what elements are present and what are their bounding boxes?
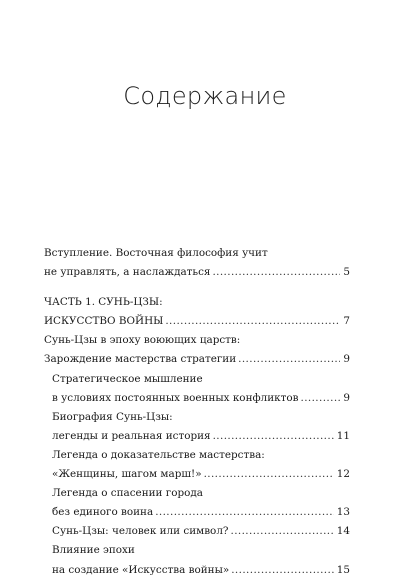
toc-entry-line — [44, 522, 350, 541]
table-of-contents — [44, 244, 350, 580]
toc-entry-title: Стратегическое мышление — [52, 372, 203, 385]
toc-page-number: 11 — [336, 429, 350, 442]
toc-entry-legend-city[interactable] — [44, 484, 350, 522]
dot-leader — [165, 312, 340, 331]
toc-entry-line — [44, 263, 350, 282]
toc-entry-man-or-symbol[interactable] — [44, 522, 350, 541]
toc-page-number: 14 — [336, 525, 350, 538]
toc-entry-title: Сунь-Цзы: человек или символ? — [52, 525, 229, 538]
toc-entry-line — [44, 503, 350, 522]
toc-entry-line — [44, 465, 350, 484]
toc-entry-title: Сунь-Цзы в эпоху воюющих царств: — [44, 334, 241, 347]
toc-entry-title: Вступление. Восточная философия учит — [44, 247, 268, 259]
toc-entry-introduction[interactable] — [44, 244, 350, 282]
toc-page-number: 12 — [336, 468, 350, 481]
toc-entry-title: легенды и реальная история — [52, 429, 211, 442]
toc-entry-line — [44, 331, 350, 350]
dot-leader — [231, 561, 334, 580]
toc-entry-title: на создание «Искусства войны» — [52, 563, 230, 576]
dot-leader — [238, 350, 340, 369]
toc-entry-title: ИСКУССТВО ВОЙНЫ — [44, 315, 164, 328]
toc-entry-line — [44, 427, 350, 446]
page-title: Содержание — [123, 82, 287, 110]
dot-leader — [301, 389, 341, 408]
toc-entry-line — [44, 408, 350, 427]
dot-leader — [213, 427, 334, 446]
toc-entry-line — [44, 293, 350, 312]
toc-entry-part-1[interactable] — [44, 293, 350, 331]
dot-leader — [231, 522, 334, 541]
toc-page-number: 15 — [336, 563, 350, 576]
toc-entry-line — [44, 370, 350, 389]
toc-entry-title: не управлять, а наслаждаться — [44, 266, 211, 279]
toc-entry-strategic-thinking[interactable] — [44, 370, 350, 408]
toc-page-number: 9 — [343, 391, 350, 404]
toc-entry-title: Легенда о спасении города — [52, 487, 203, 500]
toc-entry-title: без единого воина — [52, 506, 154, 519]
toc-entry-line — [44, 350, 350, 369]
toc-entry-line — [44, 484, 350, 503]
toc-entry-line — [44, 446, 350, 465]
toc-entry-title: Легенда о доказательстве мастерства: — [52, 448, 265, 461]
toc-page-number: 9 — [343, 353, 350, 366]
toc-entry-title: Зарождение мастерства стратегии — [44, 353, 237, 366]
toc-entry-title: «Женщины, шагом марш!» — [52, 468, 202, 481]
dot-leader — [212, 263, 340, 282]
toc-entry-epoch-influence[interactable] — [44, 541, 350, 579]
toc-entry-legend-mastery[interactable] — [44, 446, 350, 484]
toc-entry-title: ЧАСТЬ 1. СУНЬ-ЦЗЫ: — [44, 296, 163, 309]
toc-entry-line — [44, 561, 350, 580]
dot-leader — [204, 465, 334, 484]
toc-entry-title: Влияние эпохи — [52, 544, 135, 557]
toc-entry-line — [44, 312, 350, 331]
toc-entry-title: в условиях постоянных военных конфликтов — [52, 391, 299, 404]
dot-leader — [155, 503, 334, 522]
toc-entry-line — [44, 389, 350, 408]
section-gap — [44, 282, 350, 293]
toc-page-number: 7 — [343, 315, 350, 328]
toc-page-number: 13 — [336, 506, 350, 519]
toc-entry-line — [44, 244, 350, 263]
toc-page-number: 5 — [343, 266, 350, 279]
toc-entry-warring-states[interactable] — [44, 331, 350, 369]
toc-entry-biography[interactable] — [44, 408, 350, 446]
toc-entry-title: Биография Сунь-Цзы: — [52, 410, 173, 423]
toc-entry-line — [44, 541, 350, 560]
